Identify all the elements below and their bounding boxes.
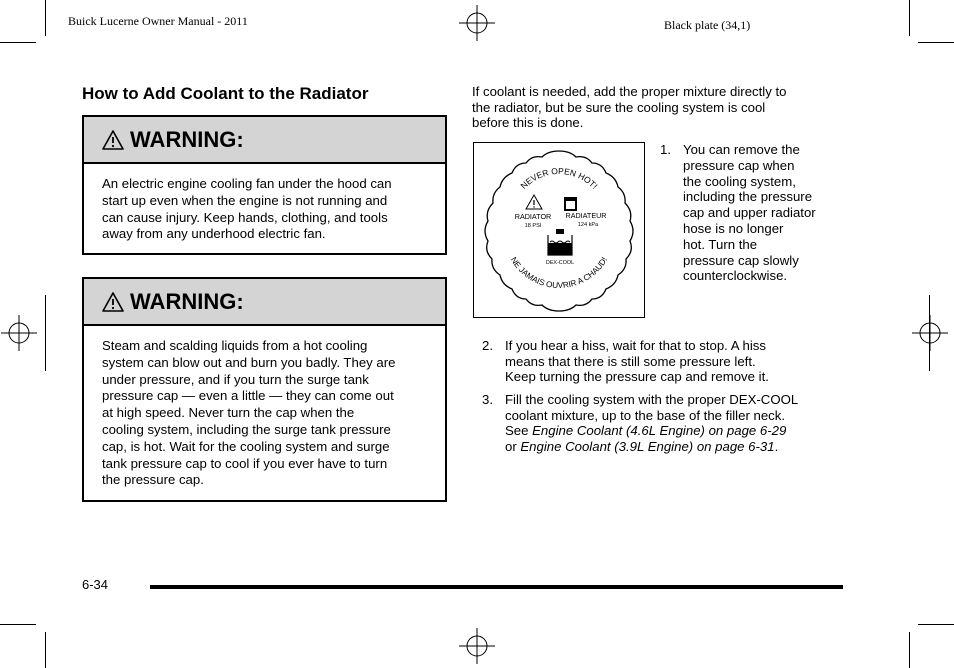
warning-triangle-icon	[102, 130, 124, 150]
step-number: 2.	[482, 338, 493, 353]
warning-line: Steam and scalding liquids from a hot cooling	[102, 338, 368, 353]
intro-paragraph	[472, 84, 832, 131]
step-number: 3.	[482, 392, 493, 407]
warning-text	[84, 326, 445, 489]
warning-triangle-icon	[102, 292, 124, 312]
step-number: 1.	[660, 142, 671, 157]
section-title: How to Add Coolant to the Radiator	[82, 84, 369, 103]
crop-mark	[909, 632, 910, 668]
period-text: .	[774, 438, 779, 454]
crop-mark	[45, 632, 46, 668]
step-line: If you hear a hiss, wait for that to stop. A hiss	[505, 338, 766, 353]
step-text	[505, 392, 842, 454]
footer-rule	[150, 585, 843, 589]
step-2	[482, 338, 842, 385]
step-line: the cooling system,	[683, 173, 796, 189]
crop-mark	[909, 0, 910, 36]
step-line: cap and upper radiator	[683, 205, 816, 221]
step-1	[660, 142, 840, 284]
warning-line: start up even when the engine is not running and	[102, 192, 388, 208]
see-text: See	[505, 423, 533, 439]
side-mark	[45, 295, 46, 371]
page-number: 6-34	[82, 577, 109, 592]
warning-line: away from any underhood electric fan.	[102, 226, 326, 242]
step-line: Keep turning the pressure cap and remove it.	[505, 369, 769, 385]
cross-reference-link[interactable]: Engine Coolant (4.6L Engine) on page 6-29	[532, 423, 787, 439]
crop-mark	[0, 624, 36, 625]
warning-box-fan	[82, 115, 447, 255]
cap-top-text: NEVER OPEN HOT!	[518, 165, 600, 191]
warning-line: cooling system, including the surge tank pressure	[102, 421, 391, 437]
registration-mark	[459, 628, 495, 664]
plate-label: Black plate (34,1)	[664, 18, 751, 32]
step-line	[505, 423, 842, 439]
step-line	[505, 439, 842, 455]
step-text	[505, 338, 842, 385]
step-line: means that there is still some pressure left.	[505, 353, 756, 369]
warning-title: WARNING:	[130, 126, 244, 152]
step-line: coolant mixture, up to the base of the filler neck.	[505, 407, 786, 423]
warning-text	[84, 164, 445, 243]
warning-line: An electric engine cooling fan under the hood can	[102, 176, 392, 191]
crop-mark	[918, 624, 954, 625]
cap-radiator-label: RADIATOR	[514, 212, 552, 221]
warning-title: WARNING:	[130, 288, 244, 314]
step-line: Fill the cooling system with the proper DEX-COOL	[505, 392, 799, 407]
step-3	[482, 392, 842, 454]
step-line: counterclockwise.	[683, 268, 788, 284]
warning-line: under pressure, and if you turn the surge tank	[102, 371, 369, 387]
step-line: pressure cap when	[683, 157, 795, 173]
registration-mark	[1, 315, 37, 351]
warning-box-steam	[82, 277, 447, 502]
crop-mark	[45, 0, 46, 36]
cap-psi-label: 18 PSI	[524, 223, 542, 229]
warning-line: the pressure cap.	[102, 472, 204, 488]
manual-title: Buick Lucerne Owner Manual - 2011	[68, 14, 248, 28]
cross-reference-link[interactable]: Engine Coolant (3.9L Engine) on page 6-31	[520, 438, 775, 454]
warning-line: tank pressure cap to cool if you ever have to turn	[102, 455, 388, 471]
warning-line: cap, is hot. Wait for the cooling system and surge	[102, 438, 390, 454]
warning-line: at high speed. Never turn the cap when the	[102, 405, 355, 421]
intro-line: If coolant is needed, add the proper mixture directly to	[472, 84, 787, 99]
warning-header	[84, 279, 445, 326]
cap-bottom-text: NE JAMAIS OUVRIR A CHAUD!	[508, 255, 610, 291]
cap-book-icon	[564, 197, 577, 211]
or-text: or	[505, 438, 521, 454]
cap-radiateur-label: RADIATEUR	[565, 211, 607, 220]
step-line: hose is no longer	[683, 220, 784, 236]
registration-mark	[459, 5, 495, 41]
pressure-cap-figure	[473, 142, 645, 318]
crop-mark	[0, 42, 36, 43]
step-line: pressure cap slowly	[683, 252, 799, 268]
step-line: including the pressure	[683, 189, 813, 205]
pressure-cap-illustration	[474, 143, 644, 317]
warning-line: system can blow out and burn you badly. They are	[102, 354, 396, 370]
step-line: hot. Turn the	[683, 236, 758, 252]
intro-line: before this is done.	[472, 115, 584, 131]
step-text	[683, 142, 840, 284]
side-mark	[929, 295, 930, 371]
cap-kpa-label: 124 kPa	[577, 222, 599, 228]
registration-mark	[912, 315, 948, 351]
warning-line: can cause injury. Keep hands, clothing, and tools	[102, 209, 388, 225]
step-line: You can remove the	[683, 142, 800, 157]
cap-dexcool-label: DEX-COOL	[545, 260, 575, 266]
warning-header	[84, 117, 445, 164]
crop-mark	[918, 42, 954, 43]
warning-line: pressure cap — even a little — they can come out	[102, 388, 394, 404]
intro-line: the radiator, but be sure the cooling system is cool	[472, 99, 766, 115]
